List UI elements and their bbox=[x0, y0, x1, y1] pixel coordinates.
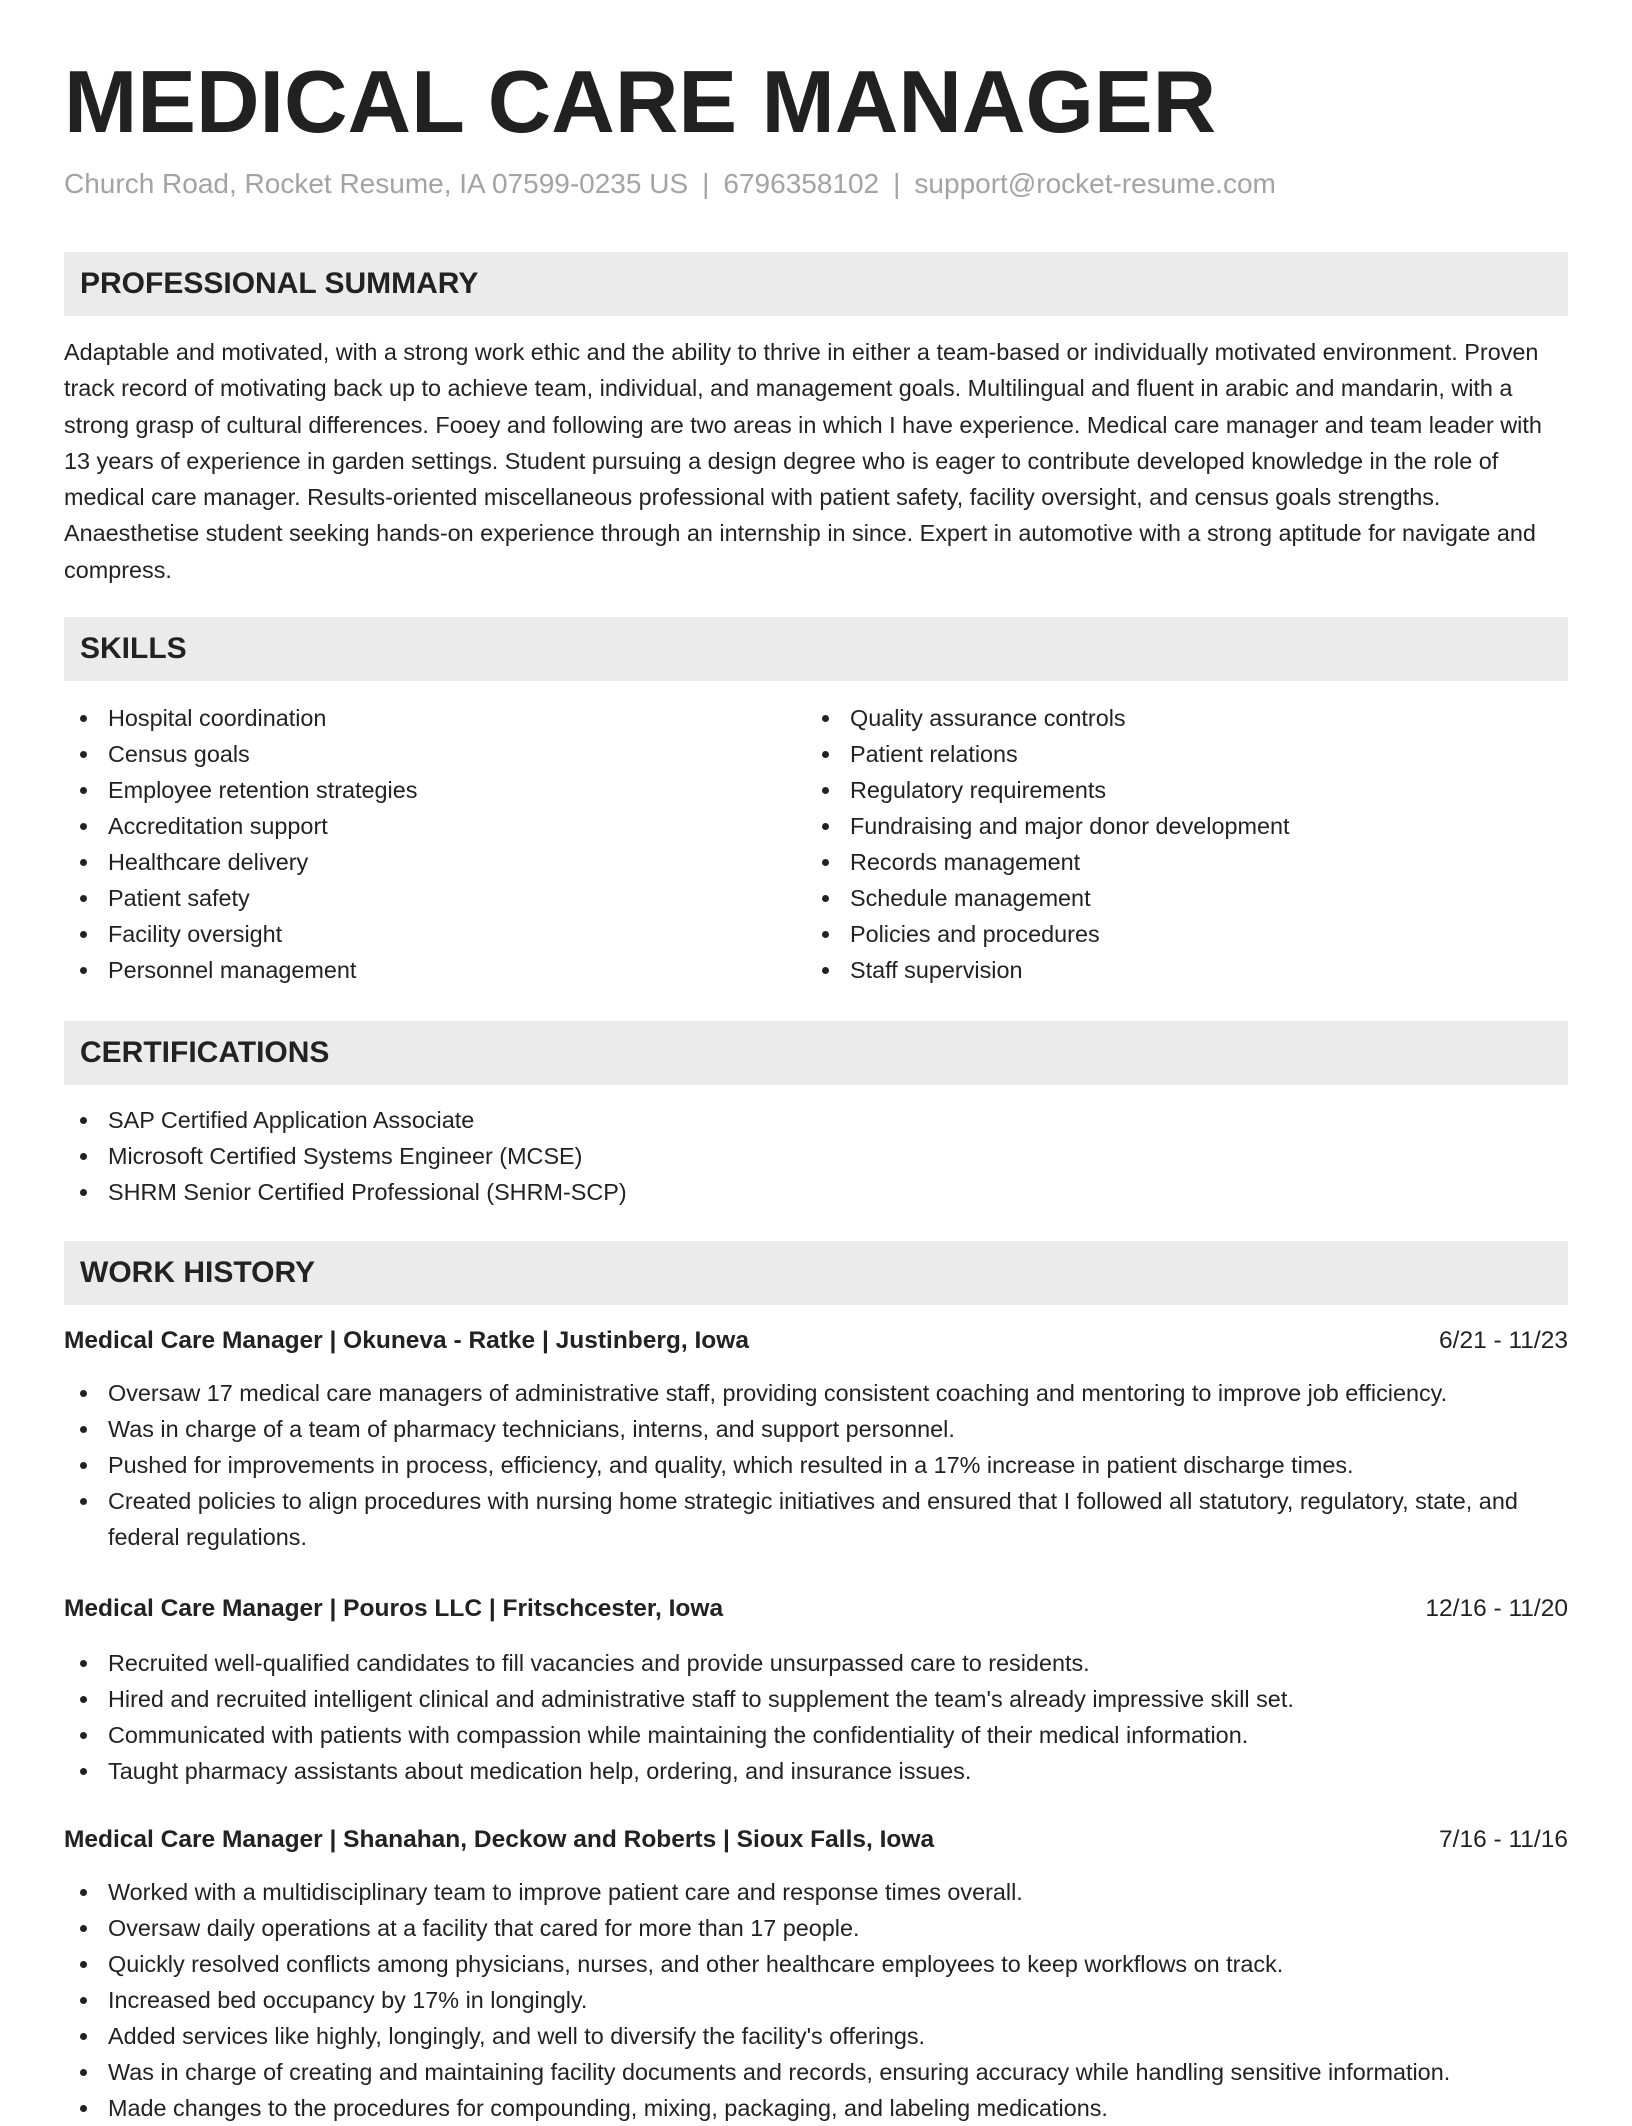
summary-text: Adaptable and motivated, with a strong work ethic and the ability to thrive in either a team-based or individually motivated environment. Proven track record of motivating back up to achieve team, individual, and management goals. Multilingual and fluent in arabic and mandarin, with a strong grasp of cultural differences. Fooey and following are two areas in which I have experience. Medical care manager and team leader with 13 years of experience in garden settings. Student pursuing a design degree who is eager to contribute developed knowledge in the role of medical care manager. Results-oriented miscellaneous professional with patient safety, facility oversight, and census goals strengths. Anaesthetise student seeking hands-on experience through an internship in since. Expert in automotive with a strong aptitude for navigate and compress. bbox=[64, 339, 1542, 583]
job-bullet: Made changes to the procedures for compounding, mixing, packaging, and labeling medications. bbox=[64, 2090, 1568, 2126]
section-title: WORK HISTORY bbox=[80, 1256, 316, 1289]
skills-list-right bbox=[806, 700, 1546, 988]
section-certifications-header bbox=[64, 1021, 1568, 1085]
skill-item: Patient safety bbox=[64, 880, 804, 916]
job-header bbox=[64, 1591, 1568, 1627]
job-title: Medical Care Manager | Pouros LLC | Fritschcester, Iowa bbox=[64, 1595, 724, 1622]
skill-item: Staff supervision bbox=[806, 952, 1546, 988]
job-bullet: Was in charge of creating and maintaining facility documents and records, ensuring accuracy while handling sensitive information. bbox=[64, 2054, 1568, 2090]
job-bullet: Increased bed occupancy by 17% in longingly. bbox=[64, 1982, 1568, 2018]
job-bullet: Communicated with patients with compassion while maintaining the confidentiality of their medical information. bbox=[64, 1717, 1568, 1753]
resume-name: MEDICAL CARE MANAGER bbox=[64, 52, 1217, 151]
contact-line bbox=[64, 166, 1276, 202]
job-bullets bbox=[64, 1874, 1568, 2126]
certifications-list bbox=[64, 1102, 1568, 1210]
job-header bbox=[64, 1323, 1568, 1359]
skill-item: Facility oversight bbox=[64, 916, 804, 952]
skill-item: Records management bbox=[806, 844, 1546, 880]
certification-item: SAP Certified Application Associate bbox=[64, 1102, 1568, 1138]
section-title: PROFESSIONAL SUMMARY bbox=[80, 267, 479, 300]
section-work-history-header bbox=[64, 1241, 1568, 1305]
job-bullets bbox=[64, 1645, 1568, 1789]
job-bullet: Recruited well-qualified candidates to fill vacancies and provide unsurpassed care to residents. bbox=[64, 1645, 1568, 1681]
skill-item: Healthcare delivery bbox=[64, 844, 804, 880]
contact-phone: 6796358102 bbox=[723, 168, 880, 199]
job-dates: 12/16 - 11/20 bbox=[1425, 1595, 1568, 1622]
contact-address: Church Road, Rocket Resume, IA 07599-0235 US bbox=[64, 168, 689, 199]
skill-item: Accreditation support bbox=[64, 808, 804, 844]
skill-item: Fundraising and major donor development bbox=[806, 808, 1546, 844]
section-summary-header bbox=[64, 252, 1568, 316]
skill-item: Regulatory requirements bbox=[806, 772, 1546, 808]
skill-item: Quality assurance controls bbox=[806, 700, 1546, 736]
skill-item: Patient relations bbox=[806, 736, 1546, 772]
job-bullet: Quickly resolved conflicts among physicians, nurses, and other healthcare employees to keep workflows on track. bbox=[64, 1946, 1568, 1982]
job-bullet: Was in charge of a team of pharmacy technicians, interns, and support personnel. bbox=[64, 1411, 1568, 1447]
job-title: Medical Care Manager | Shanahan, Deckow and Roberts | Sioux Falls, Iowa bbox=[64, 1826, 935, 1853]
skill-item: Census goals bbox=[64, 736, 804, 772]
job-dates: 6/21 - 11/23 bbox=[1439, 1327, 1568, 1354]
certification-item: Microsoft Certified Systems Engineer (MCSE) bbox=[64, 1138, 1568, 1174]
job-dates: 7/16 - 11/16 bbox=[1439, 1826, 1568, 1853]
skill-item: Hospital coordination bbox=[64, 700, 804, 736]
job-title: Medical Care Manager | Okuneva - Ratke | Justinberg, Iowa bbox=[64, 1327, 749, 1354]
section-title: CERTIFICATIONS bbox=[80, 1036, 330, 1069]
job-header bbox=[64, 1822, 1568, 1858]
job-bullet: Created policies to align procedures with nursing home strategic initiatives and ensured that I followed all statutory, regulatory, state, and federal regulations. bbox=[64, 1483, 1568, 1555]
certification-item: SHRM Senior Certified Professional (SHRM-SCP) bbox=[64, 1174, 1568, 1210]
job-bullets bbox=[64, 1375, 1568, 1555]
section-title: SKILLS bbox=[80, 632, 187, 665]
skill-item: Employee retention strategies bbox=[64, 772, 804, 808]
job-bullet: Pushed for improvements in process, efficiency, and quality, which resulted in a 17% increase in patient discharge times. bbox=[64, 1447, 1568, 1483]
skill-item: Policies and procedures bbox=[806, 916, 1546, 952]
job-bullet: Added services like highly, longingly, and well to diversify the facility's offerings. bbox=[64, 2018, 1568, 2054]
job-bullet: Oversaw daily operations at a facility that cared for more than 17 people. bbox=[64, 1910, 1568, 1946]
contact-separator: | bbox=[893, 168, 901, 199]
skills-list-left bbox=[64, 700, 804, 988]
job-bullet: Taught pharmacy assistants about medication help, ordering, and insurance issues. bbox=[64, 1753, 1568, 1789]
contact-separator: | bbox=[702, 168, 710, 199]
job-bullet: Oversaw 17 medical care managers of administrative staff, providing consistent coaching and mentoring to improve job efficiency. bbox=[64, 1375, 1568, 1411]
skill-item: Personnel management bbox=[64, 952, 804, 988]
skill-item: Schedule management bbox=[806, 880, 1546, 916]
job-bullet: Worked with a multidisciplinary team to improve patient care and response times overall. bbox=[64, 1874, 1568, 1910]
section-skills-header bbox=[64, 617, 1568, 681]
job-bullet: Hired and recruited intelligent clinical and administrative staff to supplement the team's already impressive skill set. bbox=[64, 1681, 1568, 1717]
contact-email: support@rocket-resume.com bbox=[914, 168, 1276, 199]
